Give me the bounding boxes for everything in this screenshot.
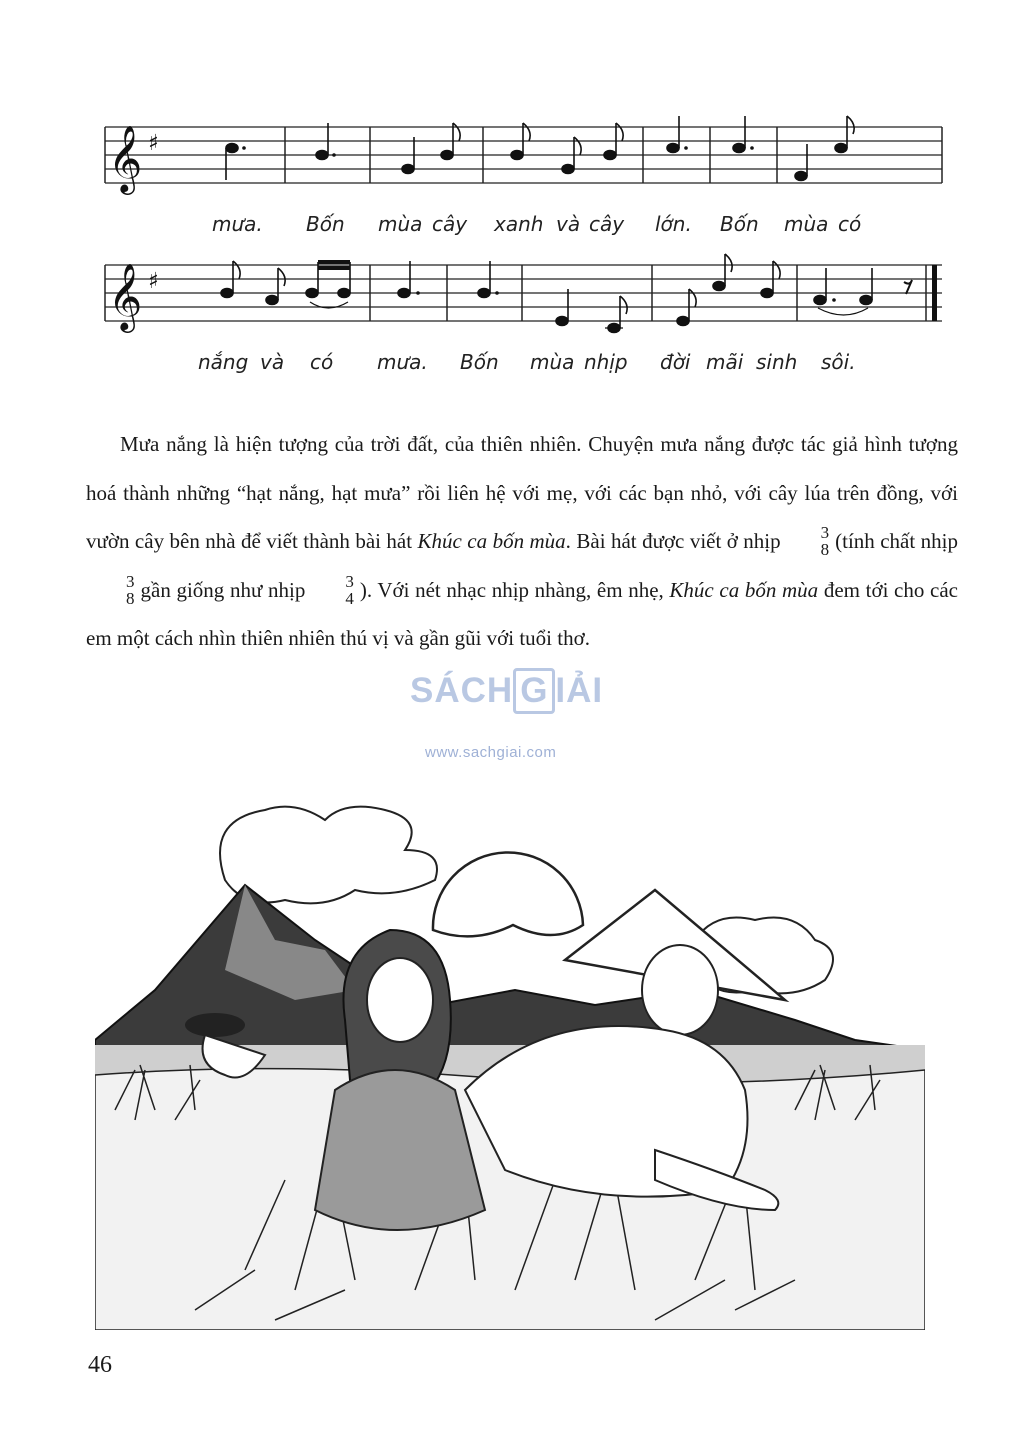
lyric-word: Bốn	[720, 212, 759, 236]
treble-clef-icon: 𝄞	[108, 124, 143, 192]
sharp-icon: ♯	[148, 131, 159, 156]
lyric-word: xanh	[494, 212, 544, 236]
lyric-word: mùa	[378, 212, 423, 236]
lyric-word: và	[260, 350, 285, 374]
lyric-word: sôi.	[821, 350, 856, 374]
sun	[433, 852, 583, 936]
song-title: Khúc ca bốn mùa	[417, 529, 566, 553]
watermark-logo: SÁCH G IẢI	[410, 668, 620, 728]
lyric-word: và	[556, 212, 581, 236]
body-paragraph	[86, 420, 958, 663]
time-signature-fraction: 3 8	[126, 571, 135, 608]
paragraph-text: ). Với nét nhạc nhịp nhàng, êm nhẹ,	[359, 577, 670, 602]
paragraph-text: gần giống như nhịp	[140, 577, 306, 602]
watermark-url: www.sachgiai.com	[425, 744, 557, 761]
time-signature-fraction: 3 4	[345, 571, 354, 608]
sharp-icon: ♯	[148, 269, 159, 294]
paragraph-text: (tính chất nhịp	[835, 529, 958, 553]
paragraph-text: đem tới cho các em một cách nhìn thiên nhiên thú vị và gần gũi với tuổi thơ.	[86, 577, 958, 650]
lyric-word: nhịp	[584, 350, 628, 374]
page-number: 46	[88, 1352, 112, 1378]
lyric-word: mùa	[784, 212, 829, 236]
lyric-word: mưa.	[212, 212, 263, 236]
time-signature-fraction: 3 8	[820, 523, 830, 560]
lyrics-line-2	[0, 350, 1024, 380]
lyric-word: lớn.	[655, 212, 692, 236]
lyric-word: nắng	[198, 350, 249, 374]
lyric-word: mãi	[706, 350, 744, 374]
lyric-word: mùa	[530, 350, 575, 374]
lyric-word: Bốn	[306, 212, 345, 236]
illustration-rice-field	[95, 790, 925, 1330]
lyric-word: cây	[432, 212, 468, 236]
lyric-word: có	[310, 350, 334, 374]
lyric-word: sinh	[756, 350, 798, 374]
paragraph-text: . Bài hát được viết ở nhịp	[565, 529, 781, 553]
lyric-word: Bốn	[460, 350, 499, 374]
paragraph-text: Mưa nắng là hiện tượng của trời đất, của thiên nhiên. Chuyện mưa nắng được tác giả hình tượng hoá thành những “hạt nắng, hạt mưa” rồi liên hệ với mẹ, với các bạn nhỏ, với cây lúa trên đồng, với vườn cây bên nhà để viết thành bài hát	[86, 432, 958, 553]
music-staff-2	[0, 0, 1024, 360]
song-title: Khúc ca bốn mùa	[669, 577, 819, 602]
lyric-word: có	[838, 212, 862, 236]
lyric-word: đời	[660, 350, 691, 374]
lyric-word: cây	[589, 212, 625, 236]
lyric-word: mưa.	[377, 350, 428, 374]
treble-clef-icon: 𝄞	[108, 262, 143, 330]
